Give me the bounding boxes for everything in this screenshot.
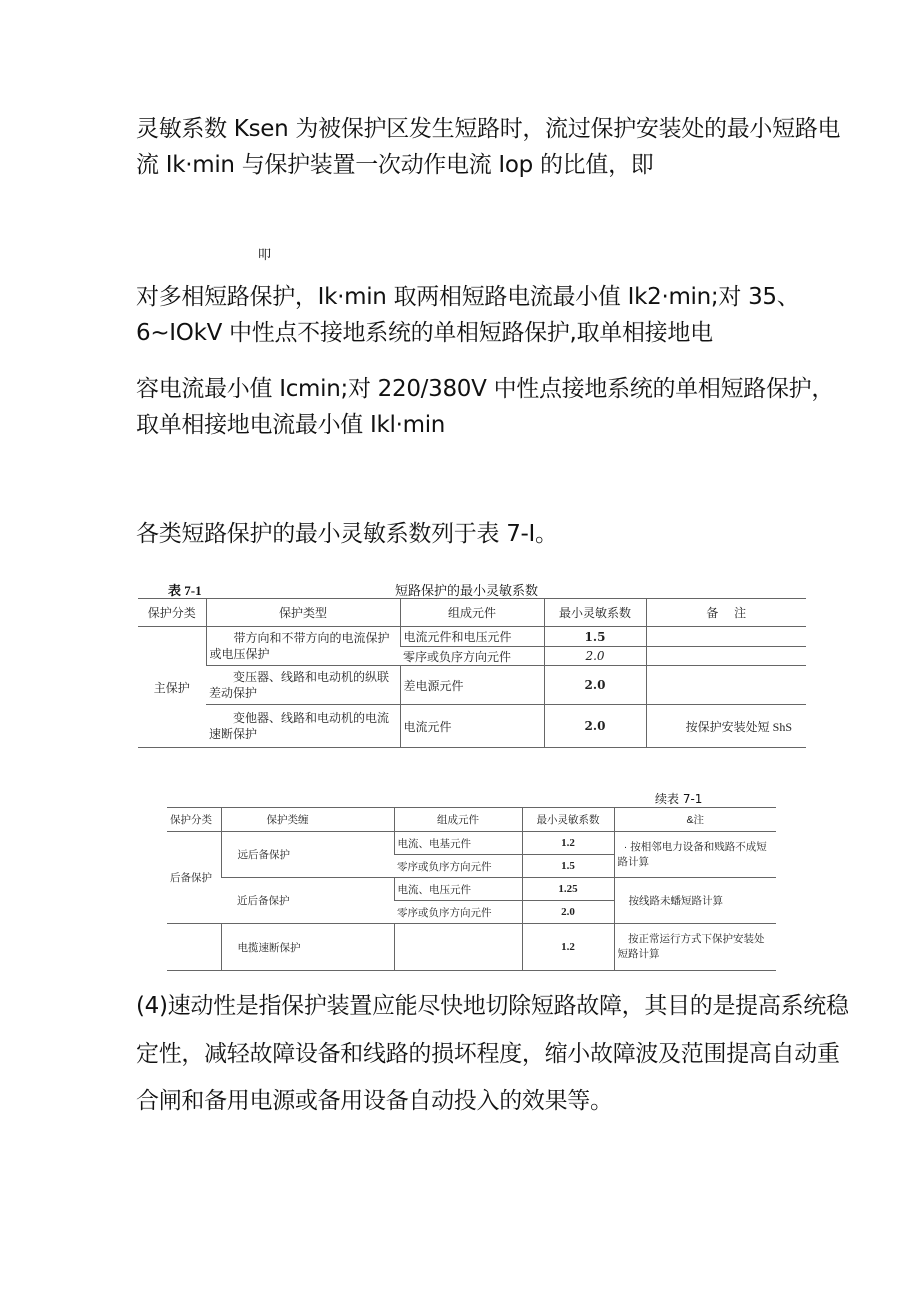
table-1-element: 零序或负序方向元件 [400, 647, 544, 666]
table-2-coef: 1.5 [522, 855, 614, 878]
table-1-header: 保护类型 [206, 599, 400, 627]
table-2-type: 近后备保护 [221, 878, 394, 924]
table-1-type: 带方向和不带方向的电流保护或电压保护 [206, 627, 400, 666]
table-1 [138, 598, 806, 748]
table-row [167, 924, 776, 971]
table-row [138, 666, 806, 705]
paragraph-5-line-3: 合闸和备用电源或备用设备自动投入的效果等。 [136, 1088, 613, 1114]
table-2-header: 组成元件 [394, 808, 522, 832]
table-1-element: 电流元件和电压元件 [400, 627, 544, 647]
table-1-header: 保护分类 [138, 599, 206, 627]
table-2-element: 零序或负序方向元件 [394, 855, 522, 878]
table-2-header: 最小灵敏系数 [522, 808, 614, 832]
table-2-coef: 1.2 [522, 832, 614, 855]
table-1-note: 按保护安装处短 ShS [646, 705, 806, 748]
table-1-coef: 2.0 [544, 705, 646, 748]
paragraph-4: 各类短路保护的最小灵敏系数列于表 7-I。 [136, 521, 558, 547]
paragraph-5-line-1: (4)速动性是指保护装置应能尽快地切除短路故障，其目的是提高系统稳 [136, 993, 849, 1019]
paragraph-3-line-1: 容电流最小值 Icmin;对 220/380V 中性点接地系统的单相短路保护， [136, 376, 835, 402]
table-2-label: 续表 7-1 [655, 792, 703, 806]
table-1-coef: 1.5 [544, 627, 646, 647]
table-2-coef: 1.25 [522, 878, 614, 901]
paragraph-2-line-1: 对多相短路保护，Ik·min 取两相短路电流最小值 Ik2·min;对 35、 [136, 284, 800, 310]
table-1-coef: 2.0 [544, 647, 646, 666]
paragraph-2-line-2: 6~IOkV 中性点不接地系统的单相短路保护,取单相接地电 [136, 320, 713, 346]
table-1-caption: 短路保护的最小灵敏系数 [395, 584, 539, 599]
table-2-type: 电揽速断保护 [221, 924, 394, 971]
paragraph-1-line-1: 灵敏系数 Ksen 为被保护区发生短路时，流过保护安装处的最小短路电 [136, 116, 841, 142]
table-2-note: 按线路未蟠短路计算 [614, 878, 776, 924]
table-2-note: · 按相邻电力设备和贱路不成短路计算 [614, 832, 776, 878]
table-2-header: 保护分类 [167, 808, 221, 832]
table-2-note: 按正常运行方式下保护安装处短路计算 [614, 924, 776, 971]
paragraph-3-line-2: 取单相接地电流最小值 Ikl·min [136, 412, 446, 438]
table-1-type: 变压器、线路和电动机的纵联差动保护 [206, 666, 400, 705]
table-2-header: &注 [614, 808, 776, 832]
table-1-element: 差电源元件 [400, 666, 544, 705]
table-2-coef: 2.0 [522, 901, 614, 924]
table-row [138, 705, 806, 748]
table-2-element: 电流、电基元件 [394, 832, 522, 855]
paragraph-5-line-2: 定性，减轻故障设备和线路的损坏程度，缩小故障波及范围提高自动重 [136, 1041, 840, 1067]
table-1-category: 主保护 [138, 627, 206, 748]
table-1-coef: 2.0 [544, 666, 646, 705]
table-1-header: 最小灵敏系数 [544, 599, 646, 627]
table-1-label: 表 7-1 [168, 583, 202, 598]
table-1-header: 组成元件 [400, 599, 544, 627]
table-1-header-row [138, 599, 806, 627]
table-2-type: 远后备保护 [221, 832, 394, 878]
table-1-type: 变他器、线路和电动机的电流速断保护 [206, 705, 400, 748]
table-2 [167, 807, 776, 971]
table-1-note [646, 666, 806, 705]
table-1-header: 备 注 [646, 599, 806, 627]
table-row [167, 878, 776, 901]
table-1-note [646, 627, 806, 647]
table-2-category: 后备保护 [167, 832, 221, 924]
table-2-element [394, 924, 522, 971]
table-1-element: 电流元件 [400, 705, 544, 748]
table-row [138, 627, 806, 647]
table-2-element: 零序或负序方向元件 [394, 901, 522, 924]
table-2-category-empty [167, 924, 221, 971]
paragraph-1-line-2: 流 Ik·min 与保护装置一次动作电流 Iop 的比值，即 [136, 152, 654, 178]
table-2-header-row [167, 808, 776, 832]
table-1-note [646, 647, 806, 666]
table-2-element: 电流、电压元件 [394, 878, 522, 901]
table-row [167, 832, 776, 855]
table-2-header: 保护类缠 [221, 808, 394, 832]
formula-fragment: 叩 [258, 248, 272, 263]
table-2-coef: 1.2 [522, 924, 614, 971]
